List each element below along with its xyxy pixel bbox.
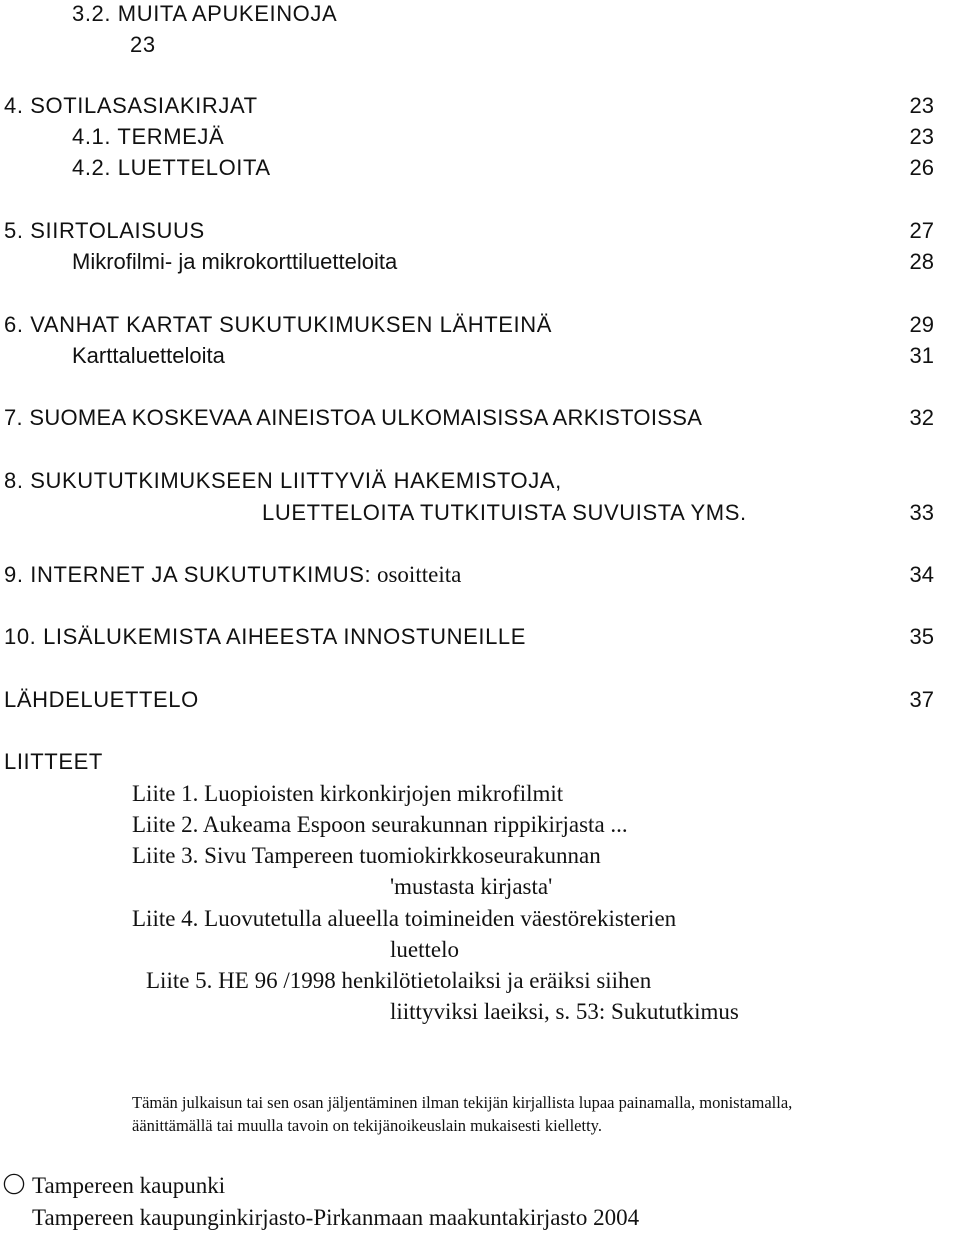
toc-entry-9-label xyxy=(4,561,461,589)
copyright-notice-line2: äänittämällä tai muulla tavoin on tekijänoikeuslain mukaisesti kielletty. xyxy=(132,1116,602,1135)
toc-entry-10-page: 35 xyxy=(909,624,934,649)
toc-entry-6-sub-label: Karttaluetteloita xyxy=(72,343,225,368)
appendix-3-line1: Liite 3. Sivu Tampereen tuomiokirkkoseurakunnan xyxy=(132,843,601,868)
toc-entry-3-2-label: 3.2. MUITA APUKEINOJA xyxy=(72,1,338,26)
toc-entry-8-label-line2: LUETTELOITA TUTKITUISTA SUVUISTA YMS. xyxy=(262,500,747,525)
toc-entry-4-2-label: 4.2. LUETTELOITA xyxy=(72,155,271,180)
toc-entry-9-page: 34 xyxy=(909,562,934,587)
toc-entry-lahdeluettelo-label: LÄHDELUETTELO xyxy=(4,687,199,712)
toc-entry-5-sub-page: 28 xyxy=(909,249,934,274)
toc-entry-5-label: 5. SIIRTOLAISUUS xyxy=(4,218,205,243)
toc-entry-7-label: 7. SUOMEA KOSKEVAA AINEISTOA ULKOMAISISSA ARKISTOISSA xyxy=(4,405,703,430)
copyright-notice-line1: Tämän julkaisun tai sen osan jäljentäminen ilman tekijän kirjallista lupaa painamalla, monistamalla, xyxy=(132,1093,793,1112)
appendix-2: Liite 2. Aukeama Espoon seurakunnan rippikirjasta ... xyxy=(132,812,628,837)
copyright-holder: Tampereen kaupunki xyxy=(32,1173,226,1198)
toc-entry-3-2-page: 23 xyxy=(130,32,156,57)
toc-entry-6-sub-page: 31 xyxy=(909,343,934,368)
toc-entry-4-label: 4. SOTILASASIAKIRJAT xyxy=(4,93,258,118)
appendix-5-line1: Liite 5. HE 96 /1998 henkilötietolaiksi ja eräiksi siihen xyxy=(146,968,652,993)
toc-entry-liitteet-label: LIITTEET xyxy=(4,749,103,774)
toc-entry-6-label: 6. VANHAT KARTAT SUKUTUKIMUKSEN LÄHTEINÄ xyxy=(4,312,553,337)
toc-entry-4-page: 23 xyxy=(909,93,934,118)
appendix-5-line2: liittyviksi laeiksi, s. 53: Sukututkimus xyxy=(390,999,739,1024)
toc-entry-4-1-label: 4.1. TERMEJÄ xyxy=(72,124,225,149)
toc-entry-8-page: 33 xyxy=(909,500,934,525)
toc-entry-4-1-page: 23 xyxy=(909,124,934,149)
toc-entry-5-sub-label: Mikrofilmi- ja mikrokorttiluetteloita xyxy=(72,249,398,274)
toc-entry-6-page: 29 xyxy=(909,312,934,337)
toc-entry-9-label-caps: 9. INTERNET JA SUKUTUTKIMUS: xyxy=(4,562,372,587)
publisher: Tampereen kaupunginkirjasto-Pirkanmaan maakuntakirjasto 2004 xyxy=(32,1205,640,1230)
toc-entry-4-2-page: 26 xyxy=(909,155,934,180)
toc-entry-7-page: 32 xyxy=(909,405,934,430)
toc-entry-8-label-line1: 8. SUKUTUTKIMUKSEEN LIITTYVIÄ HAKEMISTOJA, xyxy=(4,468,562,493)
appendix-3-line2: 'mustasta kirjasta' xyxy=(390,874,553,899)
appendix-4-line2: luettelo xyxy=(390,937,459,962)
appendix-1: Liite 1. Luopioisten kirkonkirjojen mikrofilmit xyxy=(132,781,564,806)
appendix-4-line1: Liite 4. Luovutetulla alueella toimineiden väestörekisterien xyxy=(132,906,677,931)
toc-entry-9-label-rest: osoitteita xyxy=(371,562,462,587)
toc-entry-10-label: 10. LISÄLUKEMISTA AIHEESTA INNOSTUNEILLE xyxy=(4,624,527,649)
copyright-icon xyxy=(3,1173,25,1195)
toc-entry-5-page: 27 xyxy=(909,218,934,243)
toc-entry-lahdeluettelo-page: 37 xyxy=(909,687,934,712)
